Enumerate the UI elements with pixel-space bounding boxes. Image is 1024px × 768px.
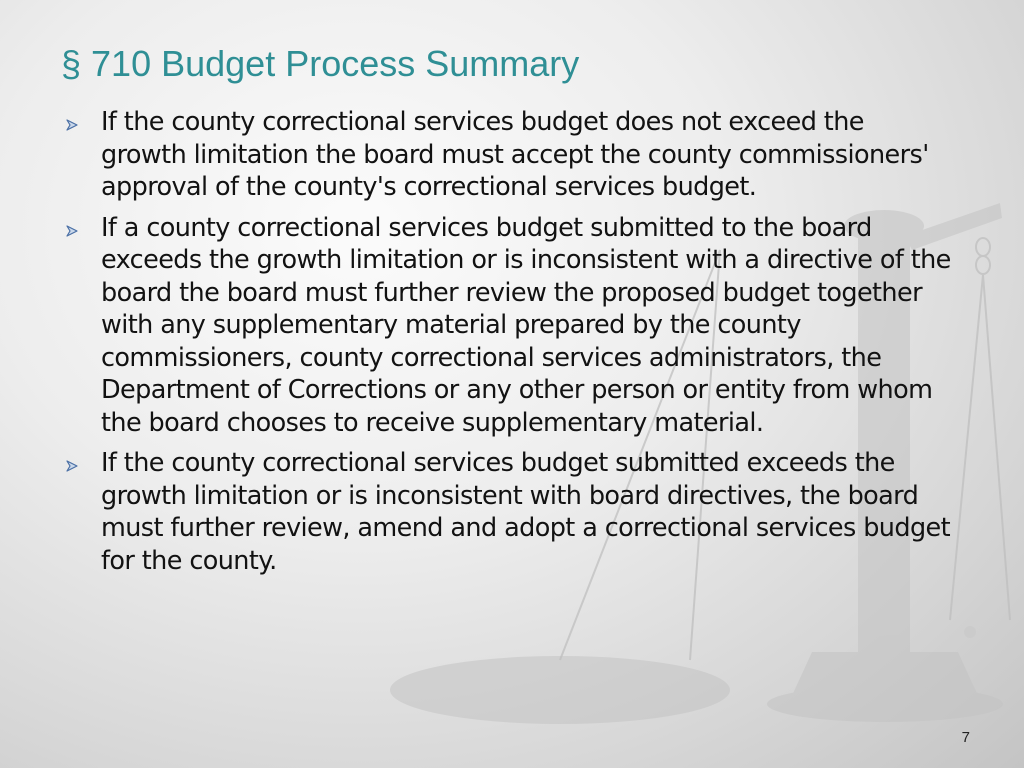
bullet-text: If the county correctional services budget does not exceed the growth limitation the board must accept the county commissioners' approval of the county's correctional services budget.	[101, 107, 929, 202]
bullet-text: If a county correctional services budget submitted to the board exceeds the growth limitation or is inconsistent with a directive of the board the board must further review the proposed budget together with any supplementary material prepared by the county commissioners, county correctional services administrators, the Department of Corrections or any other person or entity from whom the board chooses to receive supplementary material.	[101, 212, 951, 438]
page-number: 7	[961, 729, 970, 746]
chevron-right-icon	[65, 224, 79, 238]
bullet-item	[65, 106, 955, 204]
bullet-item	[65, 212, 955, 440]
bullet-list	[65, 106, 955, 585]
bullet-text: If the county correctional services budget submitted exceeds the growth limitation or is inconsistent with board directives, the board must further review, amend and adopt a correctional services budget for the county.	[101, 448, 951, 576]
chevron-right-icon	[65, 459, 79, 473]
slide-title: § 710 Budget Process Summary	[61, 43, 580, 84]
bullet-item	[65, 447, 955, 577]
chevron-right-icon	[65, 118, 79, 132]
